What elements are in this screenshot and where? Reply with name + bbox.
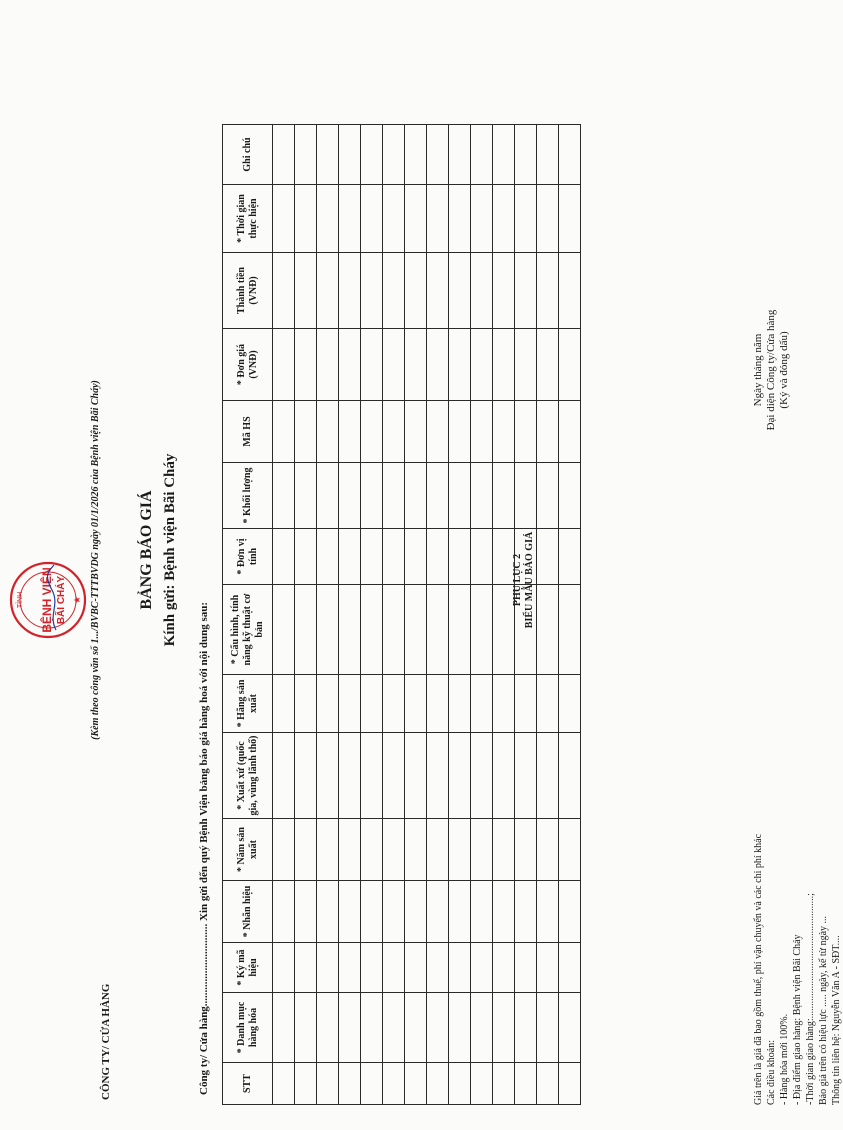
table-cell <box>273 881 295 943</box>
table-cell <box>427 401 449 463</box>
condition-line: - Hàng hóa mới 100%. <box>779 1013 790 1105</box>
table-cell <box>405 253 427 329</box>
table-cell <box>361 733 383 819</box>
table-cell <box>559 585 581 675</box>
column-header: Mã HS <box>223 401 273 463</box>
table-cell <box>493 943 515 993</box>
table-cell <box>559 253 581 329</box>
table-cell <box>537 253 559 329</box>
table-cell <box>515 401 537 463</box>
signature-date: Ngày tháng năm <box>752 333 764 407</box>
table-cell <box>273 185 295 253</box>
table-cell <box>339 529 361 585</box>
table-cell <box>537 185 559 253</box>
table-cell <box>427 329 449 401</box>
table-cell <box>559 463 581 529</box>
table-cell <box>339 1063 361 1105</box>
table-row <box>273 125 295 1105</box>
table-cell <box>383 401 405 463</box>
column-header: * Xuất xứ (quốc gia, vùng lãnh thổ) <box>223 733 273 819</box>
table-cell <box>383 1063 405 1105</box>
table-cell <box>405 733 427 819</box>
table-cell <box>317 253 339 329</box>
table-cell <box>493 881 515 943</box>
table-cell <box>405 463 427 529</box>
column-header: * Đơn giá (VNĐ) <box>223 329 273 401</box>
table-cell <box>317 125 339 185</box>
table-cell <box>273 943 295 993</box>
table-cell <box>493 585 515 675</box>
table-cell <box>493 185 515 253</box>
table-row <box>537 125 559 1105</box>
table-cell <box>449 463 471 529</box>
table-cell <box>317 463 339 529</box>
table-cell <box>405 819 427 881</box>
table-cell <box>383 675 405 733</box>
table-cell <box>273 401 295 463</box>
table-cell <box>405 675 427 733</box>
table-cell <box>427 1063 449 1105</box>
table-cell <box>361 585 383 675</box>
table-cell <box>383 733 405 819</box>
column-header: * Hãng sản xuất <box>223 675 273 733</box>
table-cell <box>405 329 427 401</box>
table-cell <box>537 733 559 819</box>
table-cell <box>273 463 295 529</box>
table-cell <box>295 125 317 185</box>
stamp-sub-text: BÃI CHÁY <box>56 575 67 625</box>
table-cell <box>317 529 339 585</box>
table-cell <box>515 529 537 585</box>
table-cell <box>537 585 559 675</box>
table-cell <box>493 125 515 185</box>
table-cell <box>339 185 361 253</box>
table-cell <box>317 675 339 733</box>
table-row <box>361 125 383 1105</box>
table-cell <box>427 733 449 819</box>
table-cell <box>317 329 339 401</box>
table-cell <box>471 993 493 1063</box>
table-cell <box>559 819 581 881</box>
table-cell <box>537 675 559 733</box>
table-cell <box>339 943 361 993</box>
table-cell <box>361 881 383 943</box>
column-header: STT <box>223 1063 273 1105</box>
table-cell <box>493 329 515 401</box>
table-row <box>449 125 471 1105</box>
table-cell <box>559 733 581 819</box>
table-cell <box>493 675 515 733</box>
table-cell <box>339 401 361 463</box>
table-cell <box>537 329 559 401</box>
table-cell <box>449 529 471 585</box>
table-cell <box>449 185 471 253</box>
table-row <box>383 125 405 1105</box>
table-cell <box>361 185 383 253</box>
table-cell <box>361 1063 383 1105</box>
table-cell <box>515 819 537 881</box>
hospital-stamp-seal <box>8 540 88 660</box>
table-cell <box>559 1063 581 1105</box>
table-header-row <box>223 125 273 1105</box>
table-cell <box>405 585 427 675</box>
table-cell <box>537 1063 559 1105</box>
table-cell <box>317 401 339 463</box>
table-cell <box>361 943 383 993</box>
table-cell <box>493 463 515 529</box>
table-cell <box>295 943 317 993</box>
table-cell <box>449 253 471 329</box>
document-title: BẢNG BÁO GIÁ <box>138 490 155 610</box>
signature-representative: Đại diện Công ty/Cửa hàng <box>765 309 777 431</box>
table-cell <box>471 881 493 943</box>
table-cell <box>361 819 383 881</box>
table-cell <box>559 993 581 1063</box>
table-cell <box>515 881 537 943</box>
table-cell <box>471 329 493 401</box>
table-cell <box>383 529 405 585</box>
table-cell <box>471 733 493 819</box>
condition-line: -Thời gian giao hàng:.................................................; <box>805 893 816 1105</box>
table-cell <box>295 733 317 819</box>
table-cell <box>383 585 405 675</box>
table-cell <box>405 185 427 253</box>
table-cell <box>383 253 405 329</box>
table-cell <box>427 125 449 185</box>
table-row <box>493 125 515 1105</box>
table-cell <box>559 943 581 993</box>
table-cell <box>559 185 581 253</box>
condition-line: Các điều khoản: <box>766 1040 777 1105</box>
table-cell <box>493 529 515 585</box>
company-label: CÔNG TY/ CỬA HÀNG <box>100 983 112 1100</box>
table-cell <box>427 943 449 993</box>
table-cell <box>317 819 339 881</box>
table-cell <box>449 585 471 675</box>
table-cell <box>449 733 471 819</box>
table-cell <box>339 125 361 185</box>
table-cell <box>449 881 471 943</box>
table-cell <box>427 463 449 529</box>
table-cell <box>449 401 471 463</box>
table-cell <box>361 675 383 733</box>
table-cell <box>493 733 515 819</box>
table-cell <box>317 585 339 675</box>
table-cell <box>471 529 493 585</box>
table-cell <box>471 819 493 881</box>
table-cell <box>273 675 295 733</box>
table-cell <box>515 185 537 253</box>
table-cell <box>515 585 537 675</box>
signature-note: (Ký và đóng dấu) <box>778 331 790 409</box>
table-cell <box>471 463 493 529</box>
table-cell <box>273 1063 295 1105</box>
table-cell <box>449 943 471 993</box>
table-cell <box>427 185 449 253</box>
table-row <box>295 125 317 1105</box>
table-cell <box>537 993 559 1063</box>
table-cell <box>383 819 405 881</box>
table-cell <box>361 329 383 401</box>
table-cell <box>537 125 559 185</box>
table-cell <box>273 819 295 881</box>
table-cell <box>383 329 405 401</box>
table-cell <box>515 329 537 401</box>
table-cell <box>339 819 361 881</box>
table-cell <box>317 733 339 819</box>
table-cell <box>273 529 295 585</box>
table-cell <box>295 585 317 675</box>
table-cell <box>559 881 581 943</box>
table-cell <box>427 819 449 881</box>
column-header: * Năm sản xuất <box>223 819 273 881</box>
table-cell <box>493 1063 515 1105</box>
table-cell <box>515 1063 537 1105</box>
table-cell <box>295 253 317 329</box>
table-cell <box>405 993 427 1063</box>
intro-line: Công ty/ Cửa hàng.............................. Xin gửi đến quý Bệnh Viện bảng báo giá hàng hoá với nội dung sau: <box>198 601 210 1095</box>
table-cell <box>449 675 471 733</box>
table-cell <box>515 463 537 529</box>
condition-line: - Địa điểm giao hàng: Bệnh viện Bãi Cháy <box>792 934 803 1105</box>
table-cell <box>471 185 493 253</box>
table-cell <box>405 125 427 185</box>
table-cell <box>537 881 559 943</box>
table-cell <box>537 943 559 993</box>
table-cell <box>427 675 449 733</box>
table-cell <box>427 529 449 585</box>
table-cell <box>405 401 427 463</box>
table-cell <box>295 881 317 943</box>
column-header: * Khối lượng <box>223 463 273 529</box>
table-cell <box>427 993 449 1063</box>
table-cell <box>295 329 317 401</box>
table-cell <box>339 993 361 1063</box>
stamp-star-icon: ★ <box>72 595 82 605</box>
table-cell <box>427 881 449 943</box>
column-header: Thành tiền (VNĐ) <box>223 253 273 329</box>
table-cell <box>405 881 427 943</box>
table-cell <box>449 1063 471 1105</box>
column-header: * Đơn vị tính <box>223 529 273 585</box>
table-cell <box>471 401 493 463</box>
table-cell <box>515 675 537 733</box>
table-cell <box>295 993 317 1063</box>
table-cell <box>515 125 537 185</box>
table-cell <box>471 125 493 185</box>
table-cell <box>361 401 383 463</box>
column-header: * Danh mục hàng hóa <box>223 993 273 1063</box>
appendix-title: PHỤ LỤC 2 <box>512 553 523 607</box>
table-cell <box>537 463 559 529</box>
table-cell <box>405 529 427 585</box>
column-header: * Cấu hình, tính năng kỹ thuật cơ bản <box>223 585 273 675</box>
table-cell <box>515 943 537 993</box>
table-cell <box>427 585 449 675</box>
table-cell <box>383 881 405 943</box>
table-cell <box>537 401 559 463</box>
table-cell <box>273 993 295 1063</box>
quotation-table <box>222 124 581 1105</box>
table-row <box>427 125 449 1105</box>
table-cell <box>493 993 515 1063</box>
table-cell <box>405 1063 427 1105</box>
table-cell <box>471 1063 493 1105</box>
table-cell <box>361 463 383 529</box>
table-cell <box>295 463 317 529</box>
table-cell <box>383 993 405 1063</box>
table-cell <box>317 185 339 253</box>
table-cell <box>515 253 537 329</box>
table-cell <box>559 675 581 733</box>
table-row <box>559 125 581 1105</box>
table-cell <box>273 585 295 675</box>
condition-line: Báo giá trên có hiệu lực ..... ngày, kể từ ngày ... <box>818 915 829 1105</box>
table-cell <box>515 993 537 1063</box>
stamp-top-text: TỈNH <box>17 591 24 609</box>
terms-conditions <box>752 585 843 1105</box>
stamp-main-text: BỆNH VIỆN <box>40 567 54 633</box>
signature-block <box>752 260 791 480</box>
recipient-line: Kính gửi: Bệnh viện Bãi Cháy <box>162 453 178 647</box>
table-cell <box>339 733 361 819</box>
table-cell <box>339 253 361 329</box>
table-cell <box>339 585 361 675</box>
table-cell <box>471 585 493 675</box>
table-cell <box>295 1063 317 1105</box>
table-cell <box>427 253 449 329</box>
table-cell <box>273 329 295 401</box>
table-cell <box>295 819 317 881</box>
table-cell <box>383 125 405 185</box>
table-cell <box>273 733 295 819</box>
table-cell <box>537 819 559 881</box>
table-cell <box>493 819 515 881</box>
column-header: * Thời gian thực hiện <box>223 185 273 253</box>
table-cell <box>537 529 559 585</box>
table-cell <box>361 993 383 1063</box>
table-cell <box>317 943 339 993</box>
table-cell <box>559 329 581 401</box>
table-cell <box>405 943 427 993</box>
table-cell <box>361 529 383 585</box>
column-header: * Nhãn hiệu <box>223 881 273 943</box>
table-cell <box>317 881 339 943</box>
table-cell <box>559 125 581 185</box>
table-cell <box>295 185 317 253</box>
table-cell <box>273 125 295 185</box>
condition-line: Giá trên là giá đã bao gồm thuế, phí vận chuyển và các chi phí khác <box>753 833 764 1105</box>
table-cell <box>449 819 471 881</box>
table-cell <box>559 401 581 463</box>
table-body <box>273 125 581 1105</box>
table-cell <box>339 329 361 401</box>
table-cell <box>361 253 383 329</box>
table-cell <box>559 529 581 585</box>
table-row <box>405 125 427 1105</box>
column-header: * Ký mã hiệu <box>223 943 273 993</box>
table-cell <box>449 125 471 185</box>
table-cell <box>493 253 515 329</box>
table-cell <box>383 463 405 529</box>
table-row <box>515 125 537 1105</box>
table-cell <box>339 463 361 529</box>
table-cell <box>317 993 339 1063</box>
table-row <box>471 125 493 1105</box>
table-cell <box>471 943 493 993</box>
table-cell <box>449 993 471 1063</box>
table-cell <box>515 733 537 819</box>
table-cell <box>273 253 295 329</box>
attachment-note: (Kèm theo công văn số 1.../BVBC-TTTBVDG ngày 01/1/2026 của Bệnh viện Bãi Cháy) <box>90 380 101 740</box>
table-cell <box>295 675 317 733</box>
table-cell <box>295 529 317 585</box>
table-cell <box>361 125 383 185</box>
table-cell <box>471 253 493 329</box>
table-cell <box>339 675 361 733</box>
table-cell <box>383 943 405 993</box>
appendix-subtitle: BIỂU MẪU BÁO GIÁ <box>524 531 535 629</box>
column-header: Ghi chú <box>223 125 273 185</box>
table-row <box>317 125 339 1105</box>
table-cell <box>449 329 471 401</box>
table-cell <box>295 401 317 463</box>
table-cell <box>317 1063 339 1105</box>
table-cell <box>493 401 515 463</box>
table-cell <box>383 185 405 253</box>
table-cell <box>471 675 493 733</box>
table-row <box>339 125 361 1105</box>
table-cell <box>339 881 361 943</box>
condition-line: Thông tin liên hệ: Nguyễn Văn A - SĐT.... <box>831 935 842 1105</box>
